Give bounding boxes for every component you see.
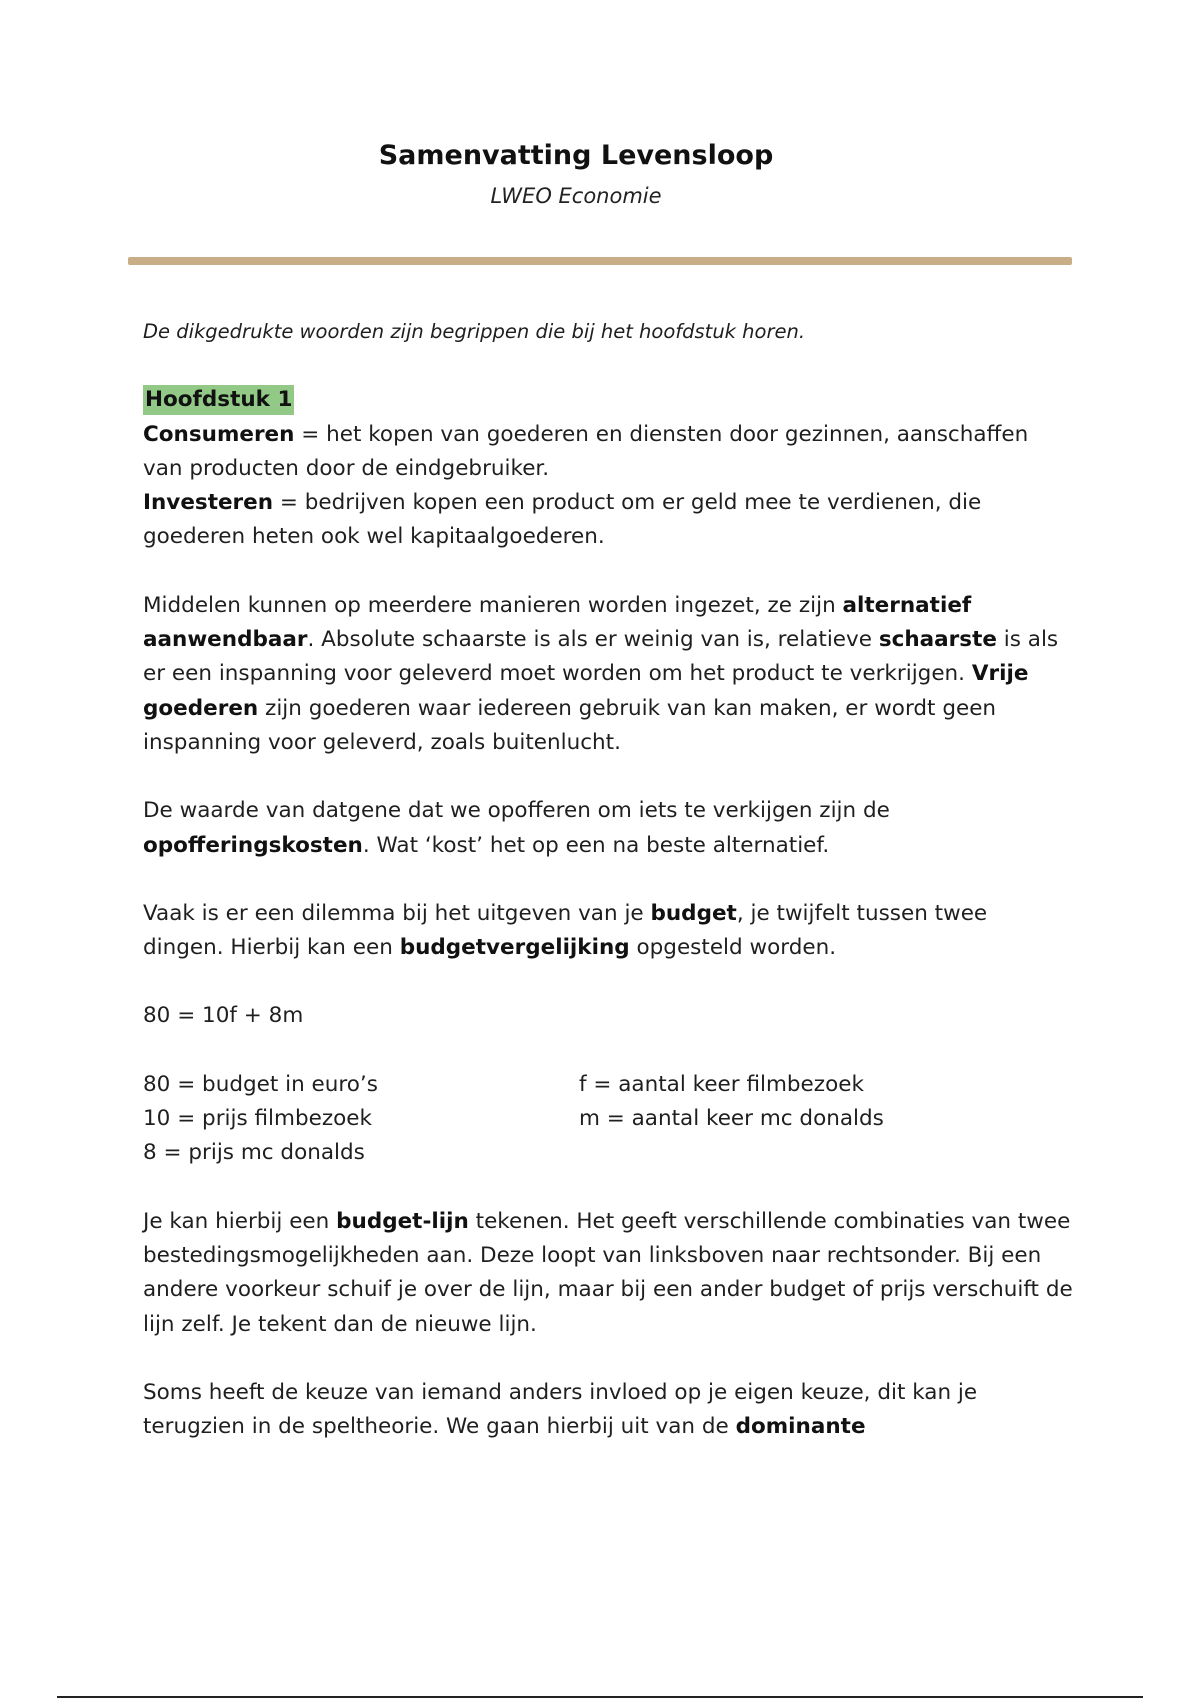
page-bottom-border xyxy=(57,1696,1143,1698)
term-schaarste: schaarste xyxy=(878,627,997,653)
variables-right-column xyxy=(579,1068,884,1171)
formula-variables xyxy=(143,1068,1073,1171)
budget-formula: 80 = 10f + 8m xyxy=(143,1003,304,1029)
paragraph-investeren: Investeren = bedrijven kopen een product om er geld mee te verdienen, die goederen heten ook wel kapitaalgoederen. xyxy=(143,490,982,550)
term-opofferingskosten: opofferingskosten xyxy=(143,832,363,858)
term-dominante: dominante xyxy=(735,1414,866,1440)
term-alternatief-aanwendbaar: alternatief aanwendbaar xyxy=(143,592,972,653)
paragraph-consumeren: Consumeren = het kopen van goederen en diensten door gezinnen, aanschaffen van producten door de eindgebruiker. xyxy=(143,421,1029,481)
document-title: Samenvatting Levensloop xyxy=(378,140,774,171)
paragraph-speltheorie: Soms heeft de keuze van iemand anders invloed op je eigen keuze, dit kan je terugzien in de speltheorie. We gaan hierbij uit van de dominante xyxy=(143,1379,978,1440)
document-body xyxy=(143,315,1073,1444)
term-budget-lijn: budget-lijn xyxy=(336,1208,469,1234)
header-divider xyxy=(128,257,1072,265)
variable-line: m = aantal keer mc donalds xyxy=(579,1106,884,1132)
variable-line: 8 = prijs mc donalds xyxy=(143,1140,365,1166)
variable-line: f = aantal keer filmbezoek xyxy=(579,1071,864,1097)
chapter-highlight: Hoofdstuk 1 xyxy=(143,385,294,415)
variable-line: 10 = prijs filmbezoek xyxy=(143,1106,372,1132)
term-consumeren: Consumeren xyxy=(143,421,295,447)
variable-line: 80 = budget in euro’s xyxy=(143,1071,378,1097)
variables-left-column xyxy=(143,1068,579,1171)
intro-note: De dikgedrukte woorden zijn begrippen die bij het hoofdstuk horen. xyxy=(143,320,806,343)
chapter-heading xyxy=(143,383,1073,417)
term-vrije-goederen: Vrije goederen xyxy=(143,661,1029,721)
term-investeren: Investeren xyxy=(143,490,274,516)
paragraph-budget: Vaak is er een dilemma bij het uitgeven van je budget, je twijfelt tussen twee dingen. Hierbij kan een budgetvergelijking opgesteld worden. xyxy=(143,900,988,961)
paragraph-opofferingskosten: De waarde van datgene dat we opofferen om iets te verkijgen zijn de opofferingskosten. Wat ‘kost’ het op een na beste alternatief. xyxy=(143,798,890,858)
term-budgetvergelijking: budgetvergelijking xyxy=(399,935,630,961)
paragraph-schaarste: Middelen kunnen op meerdere manieren worden ingezet, ze zijn alternatief aanwendbaar. Absolute schaarste is als er weinig van is, relatieve schaarste is als er een inspanning voor geleverd moet worden om het product te verkrijgen. Vrije goederen zijn goederen waar iedereen gebruik van kan maken, er wordt geen inspanning voor geleverd, zoals buitenlucht. xyxy=(143,592,1059,755)
paragraph-budget-lijn: Je kan hierbij een budget-lijn tekenen. Het geeft verschillende combinaties van twee bestedingsmogelijkheden aan. Deze loopt van linksboven naar rechtsonder. Bij een andere voorkeur schuif je over de lijn, maar bij een ander budget of prijs verschuift de lijn zelf. Je tekent dan de nieuwe lijn. xyxy=(143,1208,1073,1337)
document-subtitle: LWEO Economie xyxy=(490,184,662,208)
term-budget: budget xyxy=(650,900,737,926)
